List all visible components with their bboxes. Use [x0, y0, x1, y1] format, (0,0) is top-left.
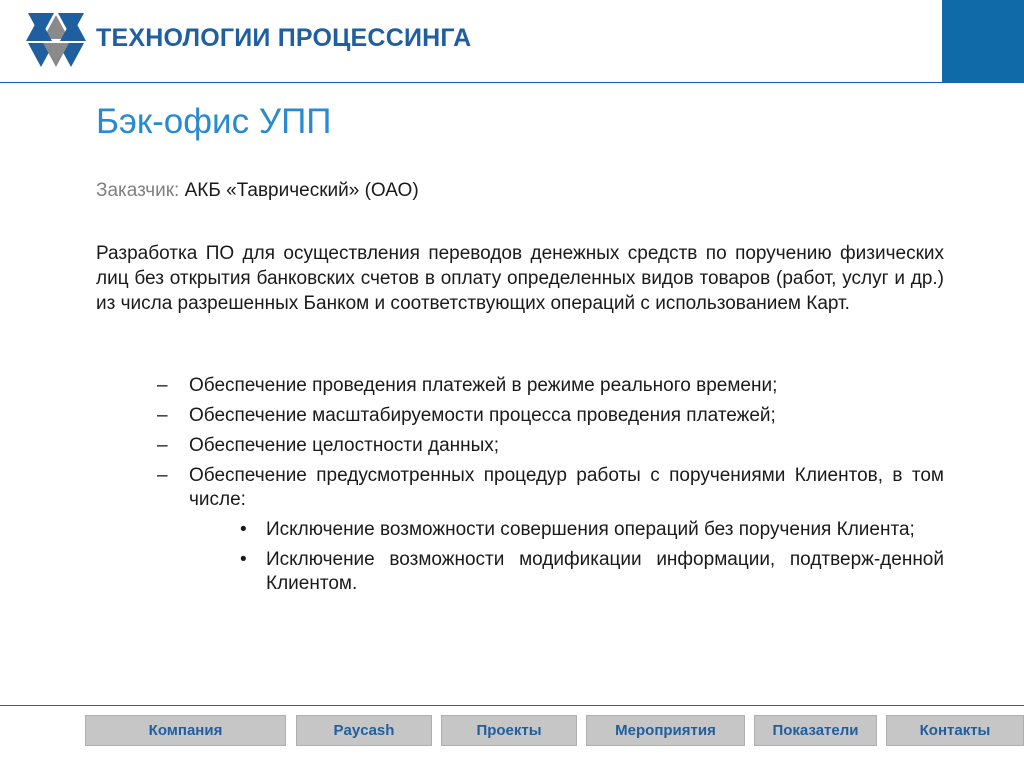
sub-list-item	[234, 548, 944, 596]
customer-value: АКБ «Таврический» (ОАО)	[184, 180, 419, 201]
dash-marker: –	[157, 375, 168, 396]
customer-label: Заказчик:	[96, 180, 180, 201]
list-item	[157, 404, 944, 428]
sub-list	[189, 518, 944, 596]
header	[0, 0, 1024, 84]
header-divider	[0, 82, 942, 83]
nav-button-projects[interactable]: Проекты	[441, 715, 577, 746]
nav-button-paycash[interactable]: Paycash	[296, 715, 432, 746]
list-item	[157, 374, 944, 398]
footer-divider	[0, 705, 1024, 706]
dash-marker: –	[157, 465, 168, 486]
dash-marker: –	[157, 435, 168, 456]
list-item	[157, 464, 944, 596]
sub-list-item-text: Исключение возможности совершения операций без поручения Клиента;	[266, 519, 915, 540]
nav-button-events[interactable]: Мероприятия	[586, 715, 745, 746]
sub-list-item-text: Исключение возможности модификации информации, подтверж-денной Клиентом.	[266, 549, 944, 594]
list-item	[157, 434, 944, 458]
nav-button-indicators[interactable]: Показатели	[754, 715, 877, 746]
triangles-hexagon-logo	[25, 12, 87, 70]
list-item-text: Обеспечение масштабируемости процесса проведения платежей;	[189, 405, 776, 426]
dash-marker: –	[157, 405, 168, 426]
brand-name: ТЕХНОЛОГИИ ПРОЦЕССИНГА	[96, 24, 472, 52]
bullet-marker: •	[240, 549, 247, 570]
nav-button-contacts[interactable]: Контакты	[886, 715, 1024, 746]
list-item-text: Обеспечение проведения платежей в режиме реального времени;	[189, 375, 778, 396]
page-title: Бэк-офис УПП	[96, 102, 332, 141]
nav-button-company[interactable]: Компания	[85, 715, 286, 746]
sub-list-item	[234, 518, 944, 542]
list-item-text: Обеспечение предусмотренных процедур работы с поручениями Клиентов, в том числе:	[189, 465, 944, 510]
requirements-list	[157, 374, 944, 602]
customer-line	[96, 180, 419, 202]
header-corner-block	[942, 0, 1024, 83]
list-item-text: Обеспечение целостности данных;	[189, 435, 500, 456]
project-description: Разработка ПО для осуществления переводов денежных средств по поручению физических лиц без открытия банковских счетов в оплату определенных видов товаров (работ, услуг и др.) из числа разрешенных Банком и соответствующих операций с использованием Карт.	[96, 243, 944, 314]
bullet-marker: •	[240, 519, 247, 540]
